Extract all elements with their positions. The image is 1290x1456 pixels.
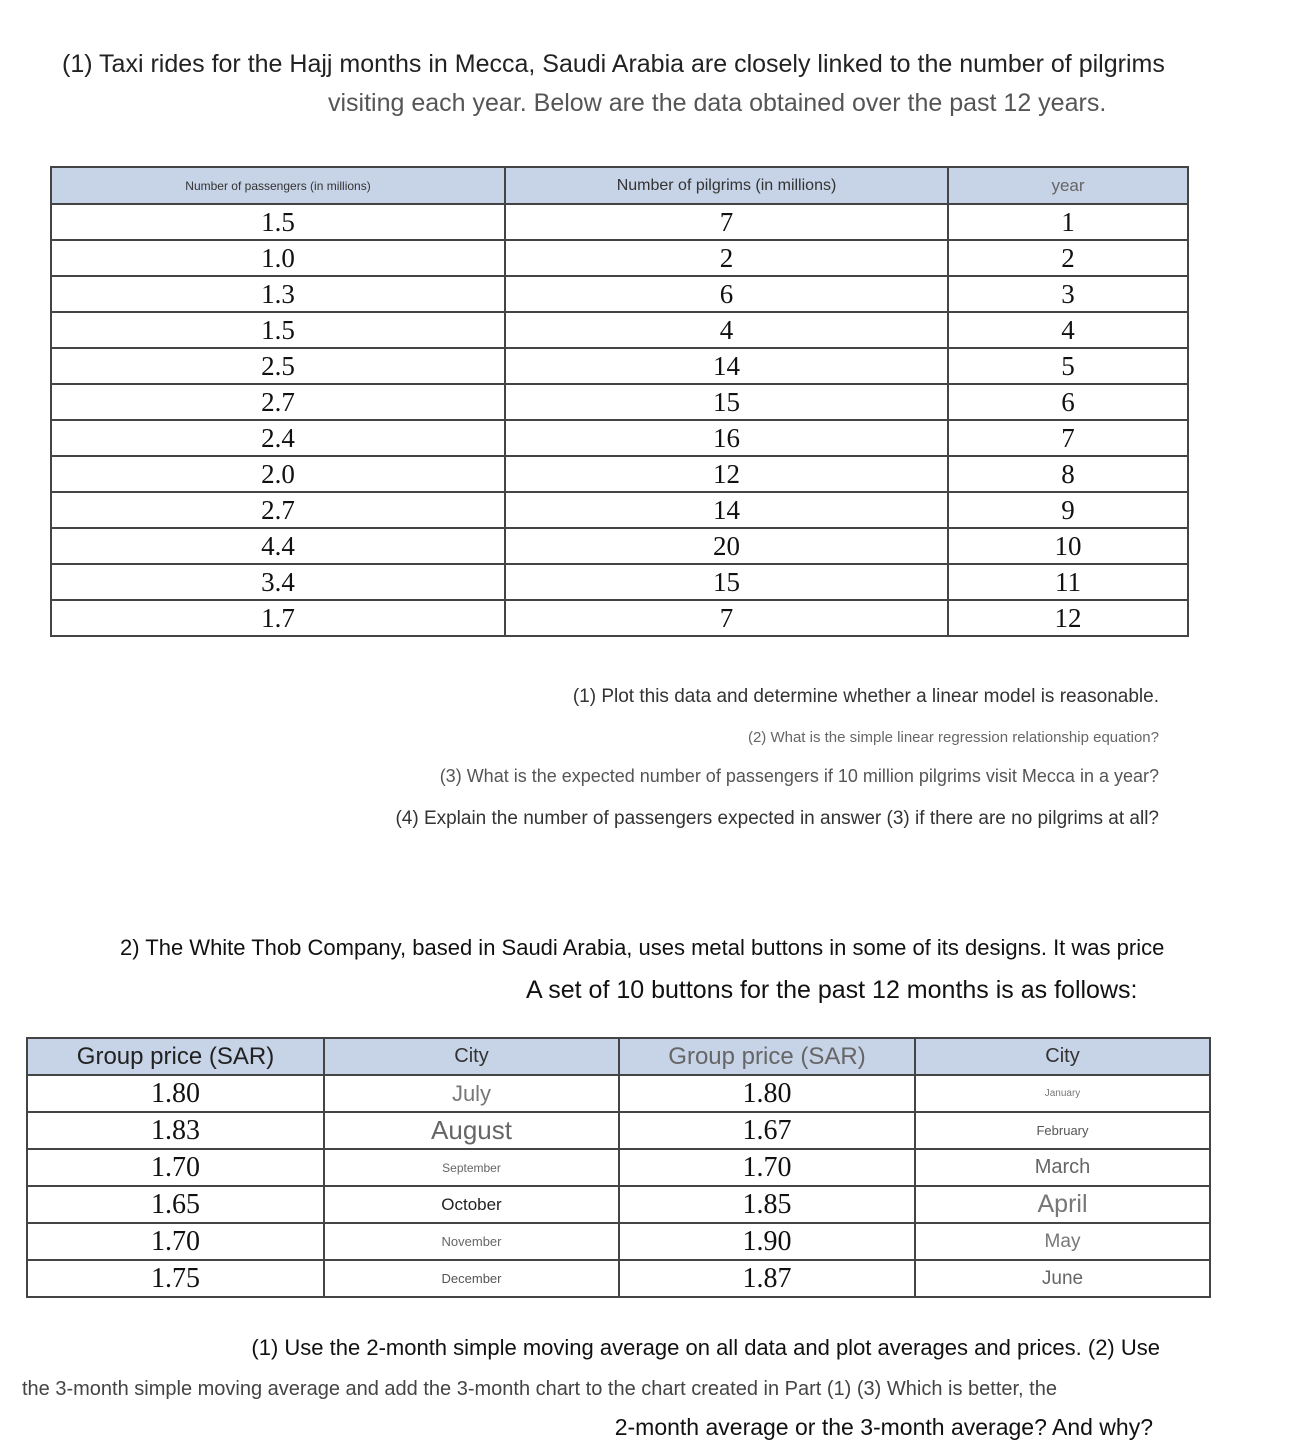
- table-body: [27, 1075, 1210, 1297]
- table-row: [27, 1149, 1210, 1186]
- pilgrims-passengers-table: [50, 166, 1189, 637]
- table-row: [51, 600, 1188, 636]
- cell-group-price-2: 1.90: [619, 1223, 915, 1260]
- cell-passengers: 2.7: [51, 492, 505, 528]
- instructions-line1: (1) Use the 2-month simple moving average on all data and plot averages and prices. (2) Use: [251, 1335, 1160, 1360]
- cell-passengers: 4.4: [51, 528, 505, 564]
- cell-passengers: 2.7: [51, 384, 505, 420]
- cell-pilgrims: 15: [505, 564, 948, 600]
- question-3: (3) What is the expected number of passengers if 10 million pilgrims visit Mecca in a year?: [439, 766, 1159, 786]
- cell-city-2: March: [915, 1149, 1210, 1186]
- cell-city-1: November: [324, 1223, 619, 1260]
- cell-year: 12: [948, 600, 1188, 636]
- header-group-price-2: Group price (SAR): [619, 1038, 915, 1075]
- cell-city-2: May: [915, 1223, 1210, 1260]
- cell-passengers: 2.4: [51, 420, 505, 456]
- cell-passengers: 2.0: [51, 456, 505, 492]
- problem2-intro-line1: 2) The White Thob Company, based in Saudi Arabia, uses metal buttons in some of its designs. It was price: [120, 935, 1165, 960]
- cell-pilgrims: 6: [505, 276, 948, 312]
- header-pilgrims: Number of pilgrims (in millions): [505, 167, 948, 204]
- table-row: [51, 276, 1188, 312]
- cell-city-1: August: [324, 1112, 619, 1149]
- cell-group-price-1: 1.65: [27, 1186, 324, 1223]
- cell-city-2: June: [915, 1260, 1210, 1297]
- instructions-line3: 2-month average or the 3-month average? And why?: [614, 1414, 1153, 1440]
- cell-year: 7: [948, 420, 1188, 456]
- cell-group-price-2: 1.67: [619, 1112, 915, 1149]
- table-row: [27, 1112, 1210, 1149]
- table-row: [51, 204, 1188, 240]
- cell-group-price-1: 1.75: [27, 1260, 324, 1297]
- cell-passengers: 1.3: [51, 276, 505, 312]
- table-row: [51, 420, 1188, 456]
- table-header-row: [51, 167, 1188, 204]
- table-row: [27, 1223, 1210, 1260]
- problem2-intro-line2: A set of 10 buttons for the past 12 months is as follows:: [526, 976, 1138, 1004]
- cell-group-price-2: 1.85: [619, 1186, 915, 1223]
- cell-passengers: 1.5: [51, 204, 505, 240]
- table-row: [27, 1186, 1210, 1223]
- table-row: [51, 240, 1188, 276]
- cell-pilgrims: 16: [505, 420, 948, 456]
- table-row: [51, 492, 1188, 528]
- cell-city-1: September: [324, 1149, 619, 1186]
- cell-group-price-2: 1.87: [619, 1260, 915, 1297]
- table-row: [51, 384, 1188, 420]
- cell-pilgrims: 2: [505, 240, 948, 276]
- cell-city-1: October: [324, 1186, 619, 1223]
- cell-year: 9: [948, 492, 1188, 528]
- table-row: [51, 312, 1188, 348]
- cell-passengers: 3.4: [51, 564, 505, 600]
- table-header-row: [27, 1038, 1210, 1075]
- cell-city-2: April: [915, 1186, 1210, 1223]
- cell-pilgrims: 7: [505, 600, 948, 636]
- cell-year: 11: [948, 564, 1188, 600]
- cell-year: 3: [948, 276, 1188, 312]
- table-row: [51, 564, 1188, 600]
- cell-city-2: January: [915, 1075, 1210, 1112]
- cell-group-price-1: 1.70: [27, 1223, 324, 1260]
- cell-city-1: December: [324, 1260, 619, 1297]
- problem1-intro-line2: visiting each year. Below are the data obtained over the past 12 years.: [328, 89, 1107, 117]
- cell-pilgrims: 12: [505, 456, 948, 492]
- cell-group-price-1: 1.83: [27, 1112, 324, 1149]
- instructions-line2: the 3-month simple moving average and add the 3-month chart to the chart created in Part (1) (3) Which is better, the: [22, 1378, 1057, 1400]
- header-group-price-1: Group price (SAR): [27, 1038, 324, 1075]
- cell-group-price-1: 1.80: [27, 1075, 324, 1112]
- cell-pilgrims: 14: [505, 492, 948, 528]
- cell-pilgrims: 15: [505, 384, 948, 420]
- cell-pilgrims: 20: [505, 528, 948, 564]
- header-year: year: [948, 167, 1188, 204]
- table-row: [51, 456, 1188, 492]
- question-4: (4) Explain the number of passengers expected in answer (3) if there are no pilgrims at all?: [395, 808, 1159, 829]
- cell-year: 2: [948, 240, 1188, 276]
- cell-year: 6: [948, 384, 1188, 420]
- cell-passengers: 1.0: [51, 240, 505, 276]
- question-1: (1) Plot this data and determine whether a linear model is reasonable.: [572, 686, 1159, 707]
- cell-city-2: February: [915, 1112, 1210, 1149]
- header-city-2: City: [915, 1038, 1210, 1075]
- cell-pilgrims: 14: [505, 348, 948, 384]
- header-passengers: Number of passengers (in millions): [51, 167, 505, 204]
- cell-group-price-2: 1.80: [619, 1075, 915, 1112]
- problem1-intro-line1: (1) Taxi rides for the Hajj months in Mecca, Saudi Arabia are closely linked to the number of pilgrims: [62, 50, 1165, 78]
- cell-pilgrims: 4: [505, 312, 948, 348]
- cell-year: 4: [948, 312, 1188, 348]
- cell-year: 8: [948, 456, 1188, 492]
- cell-pilgrims: 7: [505, 204, 948, 240]
- cell-year: 5: [948, 348, 1188, 384]
- cell-passengers: 2.5: [51, 348, 505, 384]
- button-prices-table: [26, 1037, 1211, 1298]
- cell-group-price-2: 1.70: [619, 1149, 915, 1186]
- cell-year: 10: [948, 528, 1188, 564]
- table-row: [27, 1260, 1210, 1297]
- question-2: (2) What is the simple linear regression relationship equation?: [747, 729, 1159, 746]
- cell-city-1: July: [324, 1075, 619, 1112]
- table-body: [51, 204, 1188, 636]
- table-row: [51, 528, 1188, 564]
- table-row: [51, 348, 1188, 384]
- cell-passengers: 1.7: [51, 600, 505, 636]
- header-city-1: City: [324, 1038, 619, 1075]
- cell-year: 1: [948, 204, 1188, 240]
- table-row: [27, 1075, 1210, 1112]
- cell-group-price-1: 1.70: [27, 1149, 324, 1186]
- cell-passengers: 1.5: [51, 312, 505, 348]
